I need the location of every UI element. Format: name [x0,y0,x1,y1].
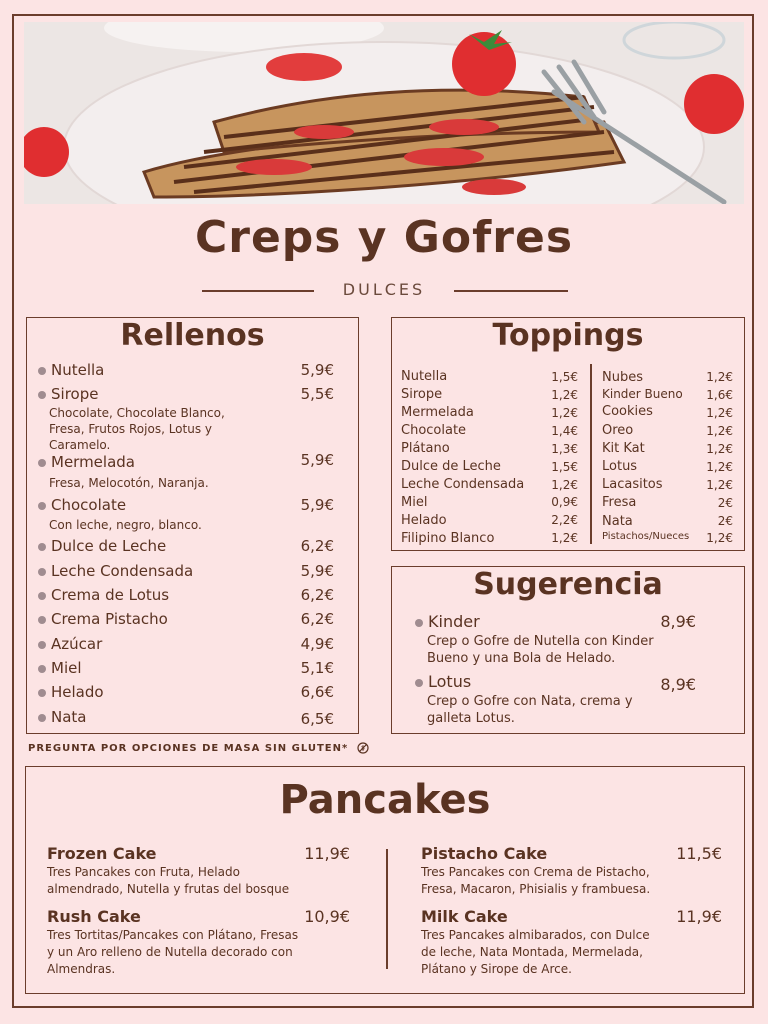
topping-price: 1,5€ [551,460,578,474]
pancake-name: Frozen Cake [47,844,157,863]
menu-item [38,635,102,653]
item-price: 4,9€ [300,635,334,653]
gluten-free-icon [357,742,369,754]
topping-name: Nata [602,514,633,529]
bullet-icon [38,568,46,576]
crepes-hero-image [24,22,744,204]
topping-price: 1,2€ [706,406,733,420]
menu-subtitle: DULCES [342,280,426,299]
topping-name: Nubes [602,370,643,385]
pancake-price: 11,5€ [676,844,722,863]
item-description: Crep o Gofre de Nutella con Kinder Bueno y una Bola de Helado. [427,634,654,666]
note-text: PREGUNTA POR OPCIONES DE MASA SIN GLUTEN* [28,743,349,754]
suggestion-item [415,612,480,631]
menu-item [38,361,104,379]
pancake-description: Tres Pancakes con Fruta, Helado almendrado, Nutella y frutas del bosque [47,865,290,896]
item-name: Sirope [51,385,99,403]
item-name: Nata [51,708,87,726]
item-price: 6,6€ [300,683,334,701]
topping-price: 1,4€ [551,424,578,438]
pancakes-divider [386,849,388,969]
gluten-free-note [28,742,369,754]
item-price: 5,9€ [300,496,334,514]
topping-name: Kit Kat [602,441,645,456]
item-price: 6,2€ [300,586,334,604]
topping-price: 1,2€ [551,478,578,492]
bullet-icon [38,689,46,697]
bullet-icon [38,665,46,673]
pancake-name: Milk Cake [421,907,508,926]
bullet-icon [38,502,46,510]
topping-price: 1,2€ [551,388,578,402]
topping-price: 1,3€ [551,442,578,456]
topping-name: Leche Condensada [401,477,525,492]
bullet-icon [38,459,46,467]
rellenos-title: Rellenos [120,318,265,353]
item-name: Mermelada [51,453,135,471]
topping-name: Pistachos/Nueces [602,531,690,542]
item-name: Azúcar [51,635,103,653]
bullet-icon [415,679,423,687]
topping-name: Filipino Blanco [401,531,495,546]
topping-name: Nutella [401,369,448,384]
menu-item [38,610,168,628]
item-price: 6,2€ [300,610,334,628]
topping-price: 1,2€ [706,424,733,438]
item-name: Kinder [428,612,480,631]
toppings-title: Toppings [492,318,644,353]
topping-price: 1,2€ [706,460,733,474]
topping-name: Sirope [401,387,443,402]
topping-price: 2,2€ [551,513,578,527]
topping-name: Lotus [602,459,638,474]
topping-name: Fresa [602,495,637,510]
pancake-description: Tres Tortitas/Pancakes con Plátano, Fresas y un Aro relleno de Nutella decorado con Almendras. [47,928,299,976]
menu-item [38,562,193,580]
item-name: Leche Condensada [51,562,194,580]
item-price: 6,2€ [300,537,334,555]
pancakes-title: Pancakes [279,777,491,823]
menu-item [38,385,98,403]
topping-name: Lacasitos [602,477,663,492]
item-price: 5,5€ [300,385,334,403]
item-price: 5,9€ [300,361,334,379]
topping-price: 1,2€ [706,478,733,492]
menu-title: Creps y Gofres [194,212,574,263]
item-name: Chocolate [51,496,127,514]
bullet-icon [38,714,46,722]
topping-name: Mermelada [401,405,474,420]
pancake-description: Tres Pancakes almibarados, con Dulce de leche, Nata Montada, Mermelada, Plátano y Sirope de Arce. [421,928,650,976]
menu-item [38,453,135,471]
item-name: Helado [51,683,104,701]
topping-name: Dulce de Leche [401,459,501,474]
topping-name: Plátano [401,441,450,456]
bullet-icon [38,391,46,399]
topping-name: Chocolate [401,423,467,438]
bullet-icon [38,367,46,375]
pancake-price: 10,9€ [304,907,350,926]
menu-item [38,683,104,701]
topping-name: Cookies [602,404,653,419]
crepes-photo-illustration [24,22,744,204]
item-description: Crep o Gofre con Nata, crema y galleta Lotus. [427,694,633,726]
pancake-price: 11,9€ [304,844,350,863]
bullet-icon [415,619,423,627]
item-name: Lotus [428,672,472,691]
topping-price: 1,2€ [706,531,733,545]
bullet-icon [38,592,46,600]
bullet-icon [38,616,46,624]
item-description: Con leche, negro, blanco. [49,518,202,532]
topping-price: 1,2€ [551,406,578,420]
topping-price: 2€ [717,514,733,528]
topping-name: Oreo [602,423,634,438]
item-name: Crema de Lotus [51,586,170,604]
item-description: Fresa, Melocotón, Naranja. [49,476,209,490]
pancake-description: Tres Pancakes con Crema de Pistacho, Fresa, Macaron, Phisialis y frambuesa. [421,865,651,896]
menu-item [38,496,126,514]
item-name: Crema Pistacho [51,610,168,628]
item-name: Miel [51,659,82,677]
topping-price: 1,6€ [706,388,733,402]
topping-price: 1,2€ [551,531,578,545]
topping-name: Kinder Bueno [602,387,683,401]
topping-name: Miel [401,495,428,510]
bullet-icon [38,543,46,551]
item-name: Dulce de Leche [51,537,167,555]
menu-item [38,586,169,604]
topping-price: 1,2€ [706,442,733,456]
menu-item [38,659,82,677]
topping-name: Helado [401,513,447,528]
topping-price: 1,2€ [706,370,733,384]
item-price: 5,1€ [300,659,334,677]
menu-item [38,537,166,555]
pancake-name: Rush Cake [47,907,141,926]
toppings-divider [590,364,592,544]
menu-item [38,708,87,726]
item-price: 8,9€ [660,675,696,694]
item-price: 5,9€ [300,562,334,580]
pancake-price: 11,9€ [676,907,722,926]
item-price: 6,5€ [300,710,334,728]
topping-price: 2€ [717,496,733,510]
item-name: Nutella [51,361,105,379]
pancake-name: Pistacho Cake [421,844,548,863]
topping-price: 1,5€ [551,370,578,384]
sugerencia-title: Sugerencia [473,567,663,602]
bullet-icon [38,641,46,649]
suggestion-item [415,672,471,691]
topping-price: 0,9€ [551,495,578,509]
item-description: Chocolate, Chocolate Blanco, Fresa, Frutos Rojos, Lotus y Caramelo. [49,406,225,452]
item-price: 8,9€ [660,612,696,631]
item-price: 5,9€ [300,451,334,469]
